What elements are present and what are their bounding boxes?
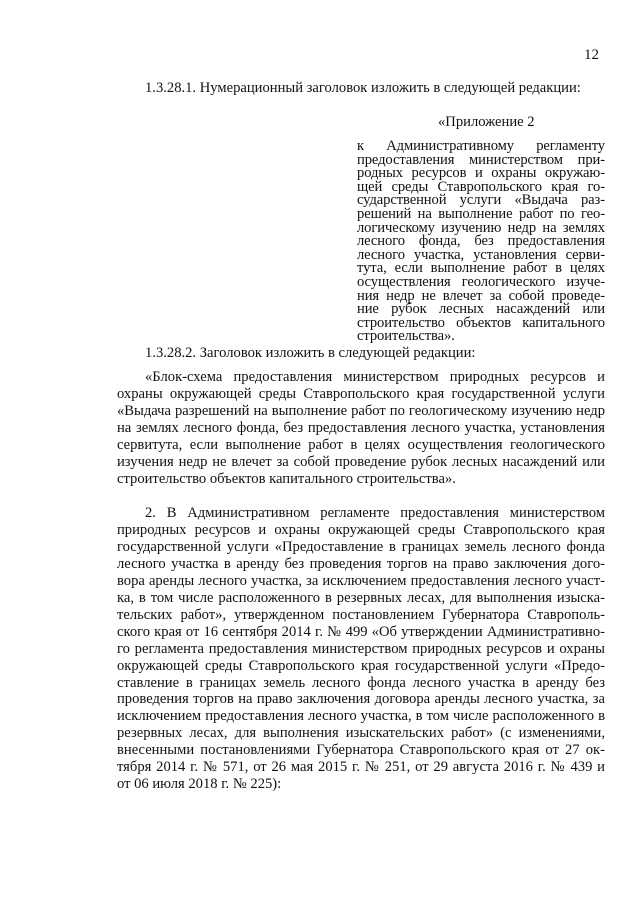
section-2-line: резервных лесах, для выполнения изыскательских работ» (с изменениями, <box>117 725 605 742</box>
appendix-line: к Административному регламенту <box>357 138 605 154</box>
block-scheme-line: «Выдача разрешений на выполнение работ по геологическому изучению недр <box>117 402 605 419</box>
appendix-title: «Приложение 2 <box>438 114 535 130</box>
heading-1-3-28-1 <box>145 80 615 97</box>
appendix-line: решений на выполнение работ по гео- <box>357 205 605 222</box>
heading-line: 1.3.28.1. Нумерационный заголовок изложить в следующей редакции: <box>145 80 581 96</box>
appendix-line: щей среды Ставропольского края го- <box>357 178 605 195</box>
appendix-line: строительство объектов капитального <box>357 314 605 331</box>
section-2-line: ка, в том числе расположенного в резервных лесах, для выполнения изыска- <box>117 589 605 606</box>
appendix-line: осуществления геологического изуче- <box>357 273 605 290</box>
section-2-line: внесенными постановлениями Губернатора Ставропольского края от 27 ок- <box>117 742 605 759</box>
section-2-line: государственной услуги «Предоставление в границах земель лесного фонда <box>117 538 605 555</box>
appendix-line: родных ресурсов и охраны окружаю- <box>357 165 605 182</box>
section-2-line: от 06 июля 2018 г. № 225): <box>117 776 282 793</box>
block-scheme-line: сервитута, если выполнение работ в целях осуществления геологического <box>117 436 605 453</box>
section-2-line: ставление в границах земель лесного фонда лесного участка в аренду без <box>117 674 605 691</box>
section-2-line: 2. В Административном регламенте предоставления министерством <box>145 505 605 521</box>
block-scheme-title <box>117 369 605 488</box>
section-2-line: лесного участка в аренду без проведения торгов на право заключения дого- <box>117 555 605 572</box>
block-scheme-line: изучения недр не влечет за собой проведение рубок лесных насаждений или <box>117 453 605 470</box>
section-2-line: окружающей среды Ставропольского края государственной услуги «Предо- <box>117 657 605 674</box>
section-2-paragraph <box>117 505 605 793</box>
section-2-line: тября 2014 г. № 571, от 26 мая 2015 г. № 251, от 29 августа 2016 г. № 439 и <box>117 759 605 776</box>
section-2-line: природных ресурсов и охраны окружающей среды Ставропольского края <box>117 521 605 538</box>
page-number: 12 <box>584 47 599 63</box>
section-2-line: проведения торгов на право заключения договора аренды лесного участка, за <box>117 691 605 708</box>
section-2-line: тельских работ», утвержденном постановлением Губернатора Ставрополь- <box>117 606 605 623</box>
block-scheme-line: «Блок-схема предоставления министерством природных ресурсов и <box>145 369 605 385</box>
appendix-line: ние рубок лесных насаждений или <box>357 301 605 318</box>
heading-1-3-28-2 <box>145 345 615 362</box>
appendix-line: тута, если выполнение работ в целях <box>357 260 605 277</box>
appendix-line: строительства». <box>357 328 455 345</box>
appendix-line: лесного участка, установления серви- <box>357 246 605 263</box>
appendix-reference-block <box>357 140 605 344</box>
section-2-line: исключением предоставления лесного участка, в том числе расположенного в <box>117 708 605 725</box>
heading-line: 1.3.28.2. Заголовок изложить в следующей редакции: <box>145 345 476 361</box>
block-scheme-line: на землях лесного фонда, без предоставления лесного участка, установления <box>117 419 605 436</box>
appendix-line: ния недр не влечет за собой проведе- <box>357 287 605 304</box>
block-scheme-line: строительство объектов капитального строительства». <box>117 470 456 487</box>
appendix-line: сударственной услуги «Выдача раз- <box>357 192 605 209</box>
block-scheme-line: охраны окружающей среды Ставропольского края государственной услуги <box>117 385 605 402</box>
appendix-line: лесного фонда, без предоставления <box>357 233 605 250</box>
section-2-line: вора аренды лесного участка, за исключением предоставления лесного участ- <box>117 572 605 589</box>
section-2-line: го регламента предоставления министерством природных ресурсов и охраны <box>117 640 605 657</box>
appendix-line: предоставления министерством при- <box>357 151 605 168</box>
section-2-line: ского края от 16 сентября 2014 г. № 499 «Об утверждении Административно- <box>117 623 605 640</box>
appendix-line: логическому изучению недр на землях <box>357 219 605 236</box>
